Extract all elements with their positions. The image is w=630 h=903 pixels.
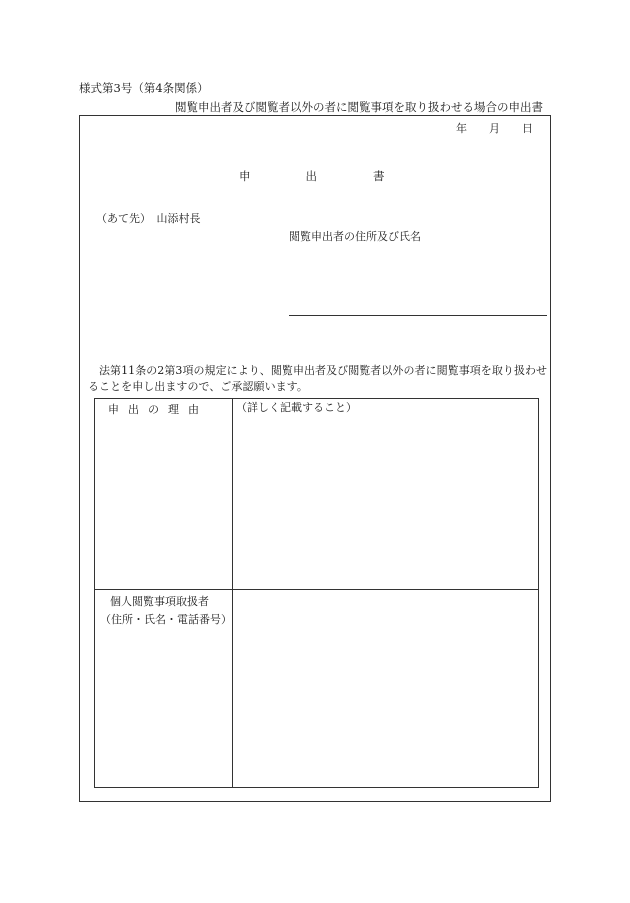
table-column-divider [232, 398, 233, 788]
request-table [94, 398, 539, 788]
request-statement: 法第11条の2第3項の規定により、閲覧申出者及び閲覧者以外の者に閲覧事項を取り扱わせることを申し出ますので、ご承認願います。 [88, 364, 548, 393]
applicant-address-name-label: 閲覧申出者の住所及び氏名 [289, 230, 421, 243]
date-month-label: 月 [489, 122, 500, 135]
date-day-label: 日 [522, 122, 533, 135]
handler-sublabel: （住所・氏名・電話番号） [100, 613, 232, 626]
addressee: （あて先） 山添村長 [96, 212, 201, 225]
document-heading [239, 168, 385, 184]
reason-label: 申出の理由 [108, 403, 208, 416]
heading-char-3: 書 [373, 169, 385, 183]
handler-label: 個人閲覧事項取扱者 [110, 595, 209, 608]
heading-char-2: 出 [305, 169, 317, 183]
form-number: 様式第3号（第4条関係） [79, 81, 209, 95]
date-line [456, 122, 533, 136]
date-year-label: 年 [456, 122, 467, 135]
reason-note: （詳しく記載すること） [236, 401, 357, 414]
form-title: 閲覧申出者及び閲覧者以外の者に閲覧事項を取り扱わせる場合の申出書 [175, 100, 543, 114]
applicant-signature-line [289, 315, 547, 316]
heading-char-1: 申 [239, 169, 251, 183]
table-row-divider [94, 589, 539, 590]
